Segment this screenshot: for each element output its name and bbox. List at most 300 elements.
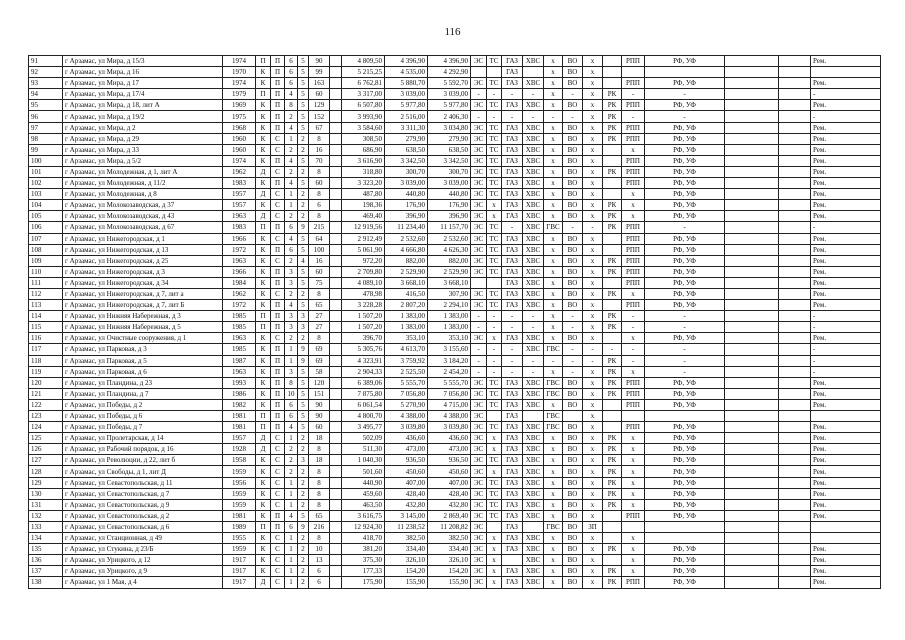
table-cell: х	[622, 466, 645, 477]
table-cell: 1959	[223, 544, 256, 555]
table-cell: ГВС	[544, 388, 563, 399]
table-cell	[471, 67, 487, 78]
table-cell: 5	[298, 89, 309, 100]
table-cell: 428,40	[428, 488, 471, 499]
table-cell: К	[256, 555, 271, 566]
table-cell: К	[256, 488, 271, 499]
table-cell: 4 626,30	[428, 244, 471, 255]
table-cell: х	[583, 111, 603, 122]
blank-cell	[779, 422, 811, 433]
table-cell: С	[271, 288, 285, 299]
table-cell: 3 184,20	[428, 355, 471, 366]
table-cell: Рем.	[811, 189, 881, 200]
table-cell: С	[271, 533, 285, 544]
table-cell: РФ, УФ	[645, 288, 725, 299]
table-cell: ХВС	[523, 544, 544, 555]
table-cell: 2 869,40	[428, 510, 471, 521]
table-row	[29, 244, 881, 255]
table-cell: Д	[256, 444, 271, 455]
table-cell: РФ, УФ	[645, 510, 725, 521]
table-cell: 2	[298, 166, 309, 177]
table-cell: ХВС	[523, 133, 544, 144]
blank-cell	[330, 422, 342, 433]
table-cell: 1966	[223, 266, 256, 277]
table-cell: х	[583, 377, 603, 388]
table-cell: ГАЗ	[502, 78, 523, 89]
table-cell: г Арзамас, ул Севастопольская, д 6	[63, 521, 223, 532]
table-cell: ГАЗ	[502, 399, 523, 410]
blank-cell	[330, 488, 342, 499]
table-cell: -	[622, 344, 645, 355]
table-cell: х	[583, 211, 603, 222]
table-cell	[603, 233, 622, 244]
blank-cell	[330, 155, 342, 166]
table-cell	[725, 233, 779, 244]
table-cell: С	[271, 544, 285, 555]
table-cell: РК	[603, 488, 622, 499]
table-cell: С	[271, 200, 285, 211]
table-cell: х	[544, 444, 563, 455]
table-cell: ЭС	[471, 266, 487, 277]
table-cell: 473,00	[385, 444, 428, 455]
table-cell: -	[563, 89, 583, 100]
table-cell: х	[583, 566, 603, 577]
table-cell: г Арзамас, ул 1 Мая, д 4	[63, 577, 223, 588]
table-cell: г Арзамас, ул Стукина, д 23/Б	[63, 544, 223, 555]
table-cell: 113	[29, 300, 63, 311]
table-cell: РФ, УФ	[645, 499, 725, 510]
table-cell: РК	[603, 222, 622, 233]
table-cell: РПП	[622, 277, 645, 288]
table-cell	[603, 411, 622, 422]
table-cell: С	[271, 577, 285, 588]
table-cell: П	[271, 411, 285, 422]
table-cell	[725, 566, 779, 577]
table-cell: 10	[285, 388, 298, 399]
table-cell	[603, 178, 622, 189]
table-cell: ГВС	[544, 422, 563, 433]
table-cell: 152	[309, 111, 330, 122]
table-row	[29, 255, 881, 266]
table-cell: ХВС	[523, 244, 544, 255]
table-cell: 638,50	[428, 144, 471, 155]
table-cell: х	[544, 533, 563, 544]
table-cell: ЭС	[471, 422, 487, 433]
table-cell: х	[544, 244, 563, 255]
table-cell: г Арзамас, ул Мира, д 17	[63, 78, 223, 89]
table-cell: ЭС	[471, 566, 487, 577]
table-cell: 69	[309, 355, 330, 366]
table-cell: 318,80	[342, 166, 385, 177]
table-cell: х	[583, 366, 603, 377]
table-cell: 416,50	[385, 288, 428, 299]
blank-cell	[330, 211, 342, 222]
table-cell	[725, 455, 779, 466]
table-cell: РК	[603, 377, 622, 388]
table-cell: 5	[298, 155, 309, 166]
table-cell: 469,40	[342, 211, 385, 222]
table-cell	[502, 555, 523, 566]
table-cell: х	[544, 333, 563, 344]
blank-cell	[779, 355, 811, 366]
table-cell: 2 532,60	[428, 233, 471, 244]
table-cell: 12 924,30	[342, 521, 385, 532]
blank-cell	[779, 222, 811, 233]
blank-cell	[779, 366, 811, 377]
table-cell: г Арзамас, ул Молокозаводская, д 43	[63, 211, 223, 222]
table-cell: 6	[285, 244, 298, 255]
blank-cell	[330, 521, 342, 532]
table-cell: х	[583, 544, 603, 555]
table-cell: РФ, УФ	[645, 422, 725, 433]
table-cell: ВО	[563, 78, 583, 89]
table-row	[29, 133, 881, 144]
table-cell: РПП	[622, 233, 645, 244]
table-cell: 27	[309, 311, 330, 322]
table-cell: 1970	[223, 67, 256, 78]
table-cell: 1	[285, 577, 298, 588]
table-cell: РФ, УФ	[645, 166, 725, 177]
table-cell: -	[645, 355, 725, 366]
table-cell: 1974	[223, 78, 256, 89]
table-cell: П	[271, 89, 285, 100]
table-cell	[725, 521, 779, 532]
table-cell: х	[583, 577, 603, 588]
table-cell: П	[271, 399, 285, 410]
table-cell: 2 532,60	[385, 233, 428, 244]
table-cell: 418,70	[342, 533, 385, 544]
table-cell: х	[487, 555, 502, 566]
table-cell: ХВС	[523, 444, 544, 455]
table-cell: г Арзамас, ул Нижегородская, д 1	[63, 233, 223, 244]
table-cell	[725, 544, 779, 555]
table-cell: х	[544, 488, 563, 499]
table-cell: РПП	[622, 422, 645, 433]
table-cell: П	[256, 422, 271, 433]
table-cell: ХВС	[523, 488, 544, 499]
table-cell: ГАЗ	[502, 488, 523, 499]
table-cell: ХВС	[523, 200, 544, 211]
table-cell: х	[583, 166, 603, 177]
table-cell: 123	[29, 411, 63, 422]
table-cell: 198,36	[342, 200, 385, 211]
table-cell: Д	[256, 166, 271, 177]
table-cell: ТС	[487, 122, 502, 133]
table-cell: 112	[29, 288, 63, 299]
table-cell	[725, 222, 779, 233]
blank-cell	[330, 333, 342, 344]
table-cell: 90	[309, 56, 330, 67]
table-cell: 396,70	[342, 333, 385, 344]
table-cell: 1	[285, 355, 298, 366]
table-cell: 428,40	[385, 488, 428, 499]
blank-cell	[330, 266, 342, 277]
table-cell	[603, 277, 622, 288]
table-cell: РК	[603, 355, 622, 366]
table-cell: Д	[256, 189, 271, 200]
table-cell: 8	[285, 100, 298, 111]
table-cell: 440,90	[342, 477, 385, 488]
table-cell: РФ, УФ	[645, 466, 725, 477]
blank-cell	[330, 233, 342, 244]
table-cell: П	[256, 322, 271, 333]
table-cell: ЭС	[471, 144, 487, 155]
table-cell: 3 616,90	[342, 155, 385, 166]
table-cell: 2	[298, 333, 309, 344]
table-cell: 3 584,60	[342, 122, 385, 133]
table-cell: г Арзамас, ул Парковая, д 6	[63, 366, 223, 377]
table-cell: С	[271, 189, 285, 200]
table-cell: ХВС	[523, 399, 544, 410]
table-cell: х	[583, 322, 603, 333]
table-cell: 3	[285, 322, 298, 333]
table-cell: 5 977,80	[428, 100, 471, 111]
table-cell: х	[544, 466, 563, 477]
table-cell: 5	[298, 122, 309, 133]
table-cell: г Арзамас, ул Станционная, д 49	[63, 533, 223, 544]
table-cell: 4 666,80	[385, 244, 428, 255]
table-cell: Рем.	[811, 422, 881, 433]
table-cell: 8	[285, 377, 298, 388]
table-cell: РПП	[622, 399, 645, 410]
table-row	[29, 499, 881, 510]
table-cell: 2	[285, 255, 298, 266]
table-cell: РФ, УФ	[645, 178, 725, 189]
table-cell: -	[811, 322, 881, 333]
table-cell: К	[256, 266, 271, 277]
table-cell: г Арзамас, ул Севастопольская, д 11	[63, 477, 223, 488]
table-row	[29, 67, 881, 78]
table-cell: 2	[285, 466, 298, 477]
table-cell	[487, 67, 502, 78]
table-cell: П	[271, 266, 285, 277]
blank-cell	[330, 189, 342, 200]
table-cell: 97	[29, 122, 63, 133]
table-cell: ТС	[487, 155, 502, 166]
blank-cell	[330, 244, 342, 255]
table-cell	[725, 388, 779, 399]
table-cell: -	[645, 366, 725, 377]
table-cell: П	[271, 100, 285, 111]
table-row	[29, 411, 881, 422]
table-cell: Рем.	[811, 100, 881, 111]
table-cell: 65	[309, 300, 330, 311]
table-cell: ХВС	[523, 577, 544, 588]
table-cell: г Арзамас, ул Победы, д 2	[63, 399, 223, 410]
table-cell: ВО	[563, 133, 583, 144]
table-cell: ЭС	[471, 477, 487, 488]
table-cell: ВО	[563, 277, 583, 288]
table-cell	[725, 444, 779, 455]
table-cell: С	[271, 333, 285, 344]
table-cell: 638,50	[385, 144, 428, 155]
table-cell: г Арзамас, ул Победы, д 7	[63, 422, 223, 433]
table-row	[29, 477, 881, 488]
table-cell	[811, 411, 881, 422]
table-cell: РФ, УФ	[645, 277, 725, 288]
table-cell: РК	[603, 322, 622, 333]
table-cell: ГАЗ	[502, 577, 523, 588]
blank-cell	[330, 67, 342, 78]
table-cell: х	[583, 422, 603, 433]
table-cell: 4 613,70	[385, 344, 428, 355]
table-cell: 6	[285, 67, 298, 78]
table-cell: ГАЗ	[502, 433, 523, 444]
table-cell: г Арзамас, ул Нижегородская, д 7, лит Б	[63, 300, 223, 311]
table-cell: 11 238,52	[385, 521, 428, 532]
blank-cell	[779, 322, 811, 333]
table-cell: -	[487, 366, 502, 377]
table-cell: х	[583, 466, 603, 477]
table-cell: РК	[603, 477, 622, 488]
table-cell	[811, 67, 881, 78]
table-cell: 6	[285, 411, 298, 422]
table-cell: х	[622, 200, 645, 211]
table-cell: 2	[298, 488, 309, 499]
table-cell: 1917	[223, 566, 256, 577]
table-cell: х	[583, 178, 603, 189]
table-cell: х	[487, 577, 502, 588]
table-cell: 1989	[223, 521, 256, 532]
blank-cell	[779, 544, 811, 555]
table-cell	[487, 277, 502, 288]
table-cell: 1981	[223, 422, 256, 433]
table-cell: ВО	[563, 444, 583, 455]
table-cell: -	[502, 366, 523, 377]
table-cell: 5	[298, 399, 309, 410]
table-cell: 5	[298, 244, 309, 255]
table-cell	[725, 288, 779, 299]
table-cell: 2 516,00	[385, 111, 428, 122]
table-cell: 502,09	[342, 433, 385, 444]
table-cell: К	[256, 377, 271, 388]
table-cell	[725, 89, 779, 100]
table-cell: 3 228,28	[342, 300, 385, 311]
table-cell: -	[563, 366, 583, 377]
table-cell: -	[502, 111, 523, 122]
table-cell: К	[256, 288, 271, 299]
table-cell: ГВС	[544, 344, 563, 355]
table-cell: 11 208,82	[428, 521, 471, 532]
table-cell: ЭС	[471, 555, 487, 566]
table-cell: 1983	[223, 178, 256, 189]
blank-cell	[330, 377, 342, 388]
table-cell: х	[583, 399, 603, 410]
table-cell: Рем.	[811, 266, 881, 277]
table-cell: ТС	[487, 166, 502, 177]
table-cell	[725, 100, 779, 111]
table-cell: -	[544, 355, 563, 366]
table-cell: 5	[298, 366, 309, 377]
table-cell: 8	[309, 488, 330, 499]
table-cell: 117	[29, 344, 63, 355]
table-cell: ГАЗ	[502, 477, 523, 488]
blank-cell	[330, 144, 342, 155]
table-cell: -	[811, 344, 881, 355]
table-cell: РФ, УФ	[645, 455, 725, 466]
table-row	[29, 566, 881, 577]
table-row	[29, 155, 881, 166]
table-cell: г Арзамас, ул Мира, д 5/2	[63, 155, 223, 166]
table-cell: 154,20	[428, 566, 471, 577]
table-cell: 4 396,90	[385, 56, 428, 67]
table-cell: 5	[298, 266, 309, 277]
table-cell: К	[256, 366, 271, 377]
table-cell: С	[271, 555, 285, 566]
table-cell: х	[583, 510, 603, 521]
table-cell: х	[583, 288, 603, 299]
table-cell: ЭС	[471, 521, 487, 532]
table-cell	[811, 533, 881, 544]
table-cell: ХВС	[523, 566, 544, 577]
table-cell: 334,40	[428, 544, 471, 555]
table-cell: 2 904,33	[342, 366, 385, 377]
table-cell: 2 294,10	[428, 300, 471, 311]
table-cell: 1 383,00	[385, 322, 428, 333]
table-cell: г Арзамас, ул Севастопольская, д 2	[63, 510, 223, 521]
table-cell: РК	[603, 288, 622, 299]
blank-cell	[779, 67, 811, 78]
table-cell: Рем.	[811, 333, 881, 344]
table-cell: 120	[29, 377, 63, 388]
table-cell: 1983	[223, 222, 256, 233]
table-cell: РПП	[622, 178, 645, 189]
table-cell: ЭС	[471, 300, 487, 311]
table-cell: 7 056,80	[428, 388, 471, 399]
table-cell: 308,50	[342, 133, 385, 144]
table-cell: ВО	[563, 499, 583, 510]
table-cell: 1 383,00	[428, 322, 471, 333]
table-cell	[725, 510, 779, 521]
table-cell: 2	[298, 444, 309, 455]
table-cell: ЭС	[471, 411, 487, 422]
table-cell: 3 616,75	[342, 510, 385, 521]
table-cell: ЭС	[471, 78, 487, 89]
table-cell: 177,33	[342, 566, 385, 577]
table-cell: ТС	[487, 388, 502, 399]
table-cell: 5	[298, 300, 309, 311]
table-cell: ХВС	[523, 388, 544, 399]
table-cell: ЭС	[471, 333, 487, 344]
table-cell: ЭС	[471, 488, 487, 499]
table-cell: ХВС	[523, 499, 544, 510]
table-cell: 75	[309, 277, 330, 288]
table-cell: х	[622, 566, 645, 577]
table-cell: 2	[298, 499, 309, 510]
table-cell: 126	[29, 444, 63, 455]
table-cell: П	[271, 222, 285, 233]
table-cell: 450,60	[428, 466, 471, 477]
table-cell: 98	[29, 133, 63, 144]
table-cell: ВО	[563, 488, 583, 499]
table-cell: РФ, УФ	[645, 488, 725, 499]
table-cell: ЭС	[471, 510, 487, 521]
table-cell: ГАЗ	[502, 544, 523, 555]
table-cell: ВО	[563, 211, 583, 222]
table-cell: РК	[603, 111, 622, 122]
table-cell: х	[544, 133, 563, 144]
table-cell	[487, 521, 502, 532]
table-row	[29, 266, 881, 277]
table-cell: ГАЗ	[502, 277, 523, 288]
table-cell	[622, 67, 645, 78]
table-cell: г Арзамас, ул Нижняя Набережная, д 3	[63, 311, 223, 322]
table-cell: 163	[309, 78, 330, 89]
blank-cell	[330, 178, 342, 189]
table-cell	[603, 555, 622, 566]
table-cell: ТС	[487, 100, 502, 111]
table-cell: 3 039,00	[385, 178, 428, 189]
